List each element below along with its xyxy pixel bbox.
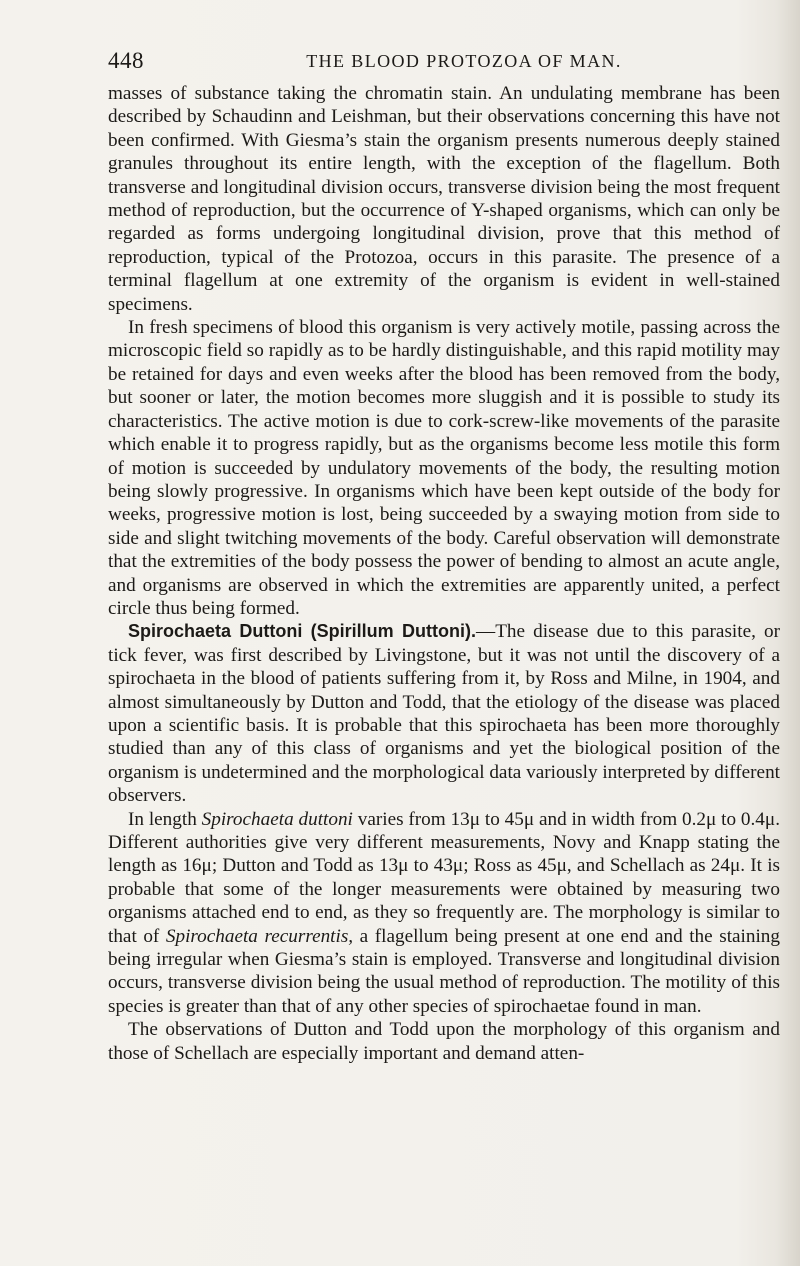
running-title: THE BLOOD PROTOZOA OF MAN. xyxy=(306,51,622,71)
species-name-2: Spirochaeta recurrentis, xyxy=(165,925,354,947)
species-name: Spirochaeta duttoni xyxy=(201,808,353,830)
paragraph-3-text: —The disease due to this parasite, or tick fever, was first described by Livingstone, but it was not until the discovery of a spirochaeta in the blood of patients suffering from it, by Ross and Milne, in 1904, and almost simultaneously by Dutton and Todd, that the etiology of the disease was placed upon a scientific basis. It is probable that this spirochaeta has been more thoroughly studied than any of this class of organisms and yet the biological position of the organism is undetermined and the morphological data variously interpreted by different observers. xyxy=(108,621,781,807)
page-header xyxy=(108,48,780,78)
body-text xyxy=(108,82,780,1065)
page-number: 448 xyxy=(108,48,144,73)
paragraph-1: masses of substance taking the chromatin stain. An undulating membrane has been described by Schaudinn and Leishman, but their observations concerning this have not been confirmed. With Giesma’s stain the organism presents numerous deeply stained granules throughout its entire length, with the exception of the flagellum. Both transverse and longitudinal division occurs, transverse division being the most frequent method of reproduction, but the occurrence of Y-shaped organisms, which can only be regarded as forms undergoing longitudinal division, prove that this method of reproduction, typical of the Protozoa, occurs in this parasite. The presence of a terminal flagellum at one extremity of the organism is evident in well-stained specimens. xyxy=(108,83,780,315)
paragraph-4-part-a: In length xyxy=(128,808,202,830)
paragraph-4 xyxy=(108,808,780,1019)
paragraph-2: In fresh specimens of blood this organism is very actively motile, passing across the microscopic field so rapidly as to be hardly distinguishable, and this rapid motility may be retained for days and even weeks after the blood has been removed from the body, but sooner or later, the motion becomes more sluggish and it is possible to study its characteristics. The active motion is due to cork-screw-like movements of the parasite which enable it to progress rapidly, but as the organisms become less motile this form of motion is succeeded by undulatory movements of the body, the resulting motion being slowly progressive. In organisms which have been kept outside of the body for weeks, progressive motion is lost, being succeeded by a swaying motion from side to side and slight twitching movements of the body. Careful observation will demonstrate that the extremities of the body possess the power of bending to almost an acute angle, and organisms are observed in which the extremities are apparently united, a perfect circle thus being formed. xyxy=(108,317,780,619)
paragraph-4-part-b: varies from 13μ to 45μ and in width from 0.2μ to 0.4μ. Different authorities give very different measurements, Novy and Knapp stating the length as 16μ; Dutton and Todd as 13μ to 43μ; Ross as 45μ, and Schellach as 24μ. It is probable that some of the longer measurements were obtained by measuring two organisms attached end to end, as they so frequently are. The morphology is similar to that of xyxy=(108,808,780,947)
paragraph-5: The observations of Dutton and Todd upon the morphology of this organism and those of Schellach are especially important and demand atten- xyxy=(108,1019,780,1064)
section-heading: Spirochaeta Duttoni (Spirillum Duttoni). xyxy=(128,621,476,642)
paragraph-3 xyxy=(108,620,780,807)
paragraph-4-part-c: a flagellum being present at one end and the staining being irregular when Giesma’s stain is employed. Transverse and longitudinal division occurs, transverse division being the usual method of reproduction. The motility of this species is greater than that of any other species of spirochaetae found in man. xyxy=(108,925,780,1017)
